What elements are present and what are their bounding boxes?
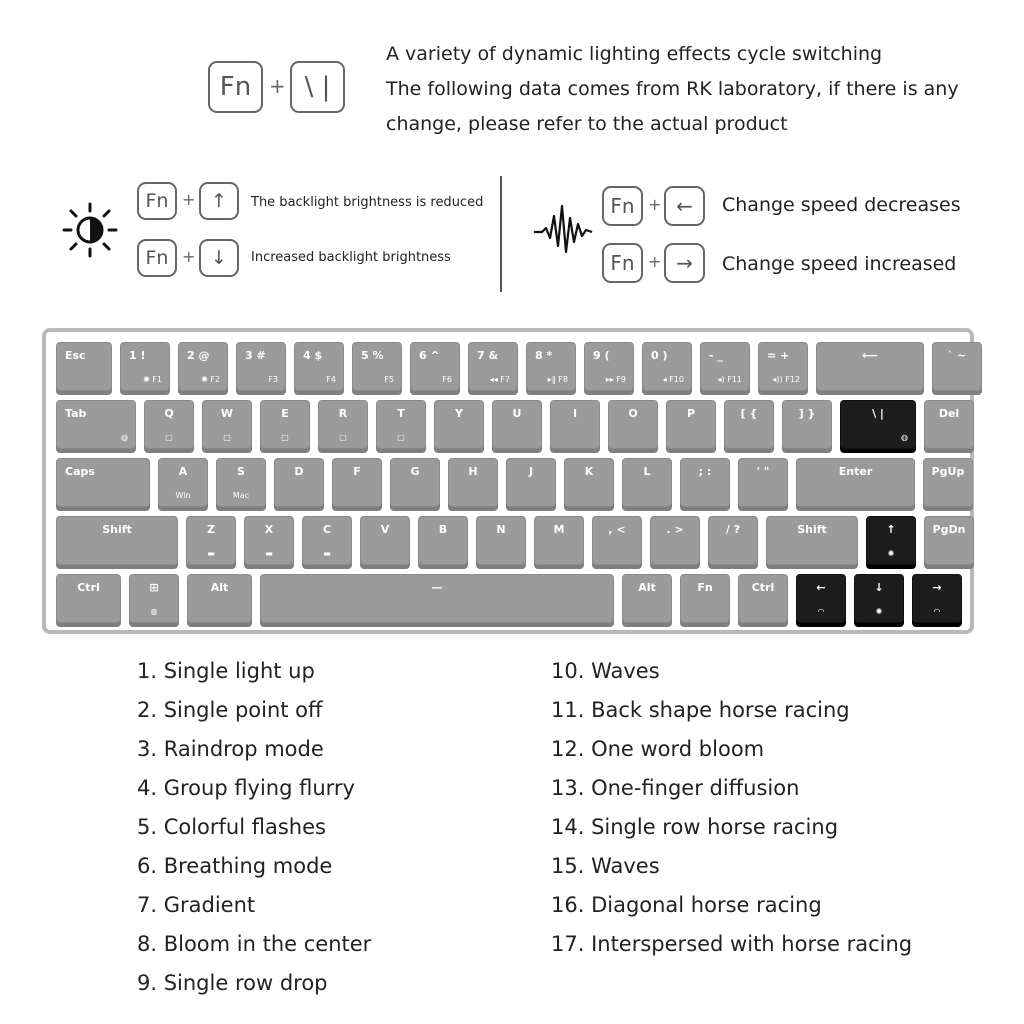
- key-legend: ◂ F10: [662, 375, 684, 384]
- key-legend: 1 !: [129, 349, 146, 362]
- fn-keycap-speed-down: Fn: [602, 186, 643, 226]
- key-legend: ↓: [874, 581, 884, 594]
- key-legend: ` ~: [947, 349, 967, 362]
- lighting-mode-item: 15. Waves: [551, 854, 660, 878]
- key-legend: 7 &: [477, 349, 499, 362]
- key-legend: ] }: [798, 407, 816, 420]
- key-legend: Y: [455, 407, 463, 420]
- lighting-mode-item: 1. Single light up: [137, 659, 315, 683]
- keyboard-key: [866, 516, 916, 565]
- key-legend: ▬: [265, 549, 273, 558]
- key-legend: 5 %: [361, 349, 384, 362]
- key-legend: ▸▸ F9: [605, 375, 626, 384]
- key-legend: Shift: [797, 523, 827, 536]
- keyboard-key: [352, 342, 402, 391]
- key-legend: ▢: [165, 433, 173, 442]
- key-legend: Mac: [232, 491, 250, 500]
- plus-sign: +: [182, 247, 196, 266]
- plus-sign: +: [648, 252, 662, 271]
- key-legend: F6: [442, 375, 452, 384]
- lighting-mode-item: 8. Bloom in the center: [137, 932, 372, 956]
- keyboard-key: [318, 400, 368, 449]
- arrow-right-keycap: →: [664, 243, 705, 283]
- key-legend: ◂)) F12: [772, 375, 800, 384]
- key-legend: ↑: [886, 523, 896, 536]
- keyboard-key: [738, 574, 788, 623]
- key-legend: ▢: [397, 433, 405, 442]
- keyboard-key: [642, 342, 692, 391]
- brightness-icon: [62, 202, 118, 258]
- keyboard-illustration: [42, 328, 974, 634]
- key-legend: Shift: [102, 523, 132, 536]
- keyboard-key: [294, 342, 344, 391]
- key-legend: = +: [767, 349, 790, 362]
- key-legend: / ?: [725, 523, 741, 536]
- key-legend: A: [178, 465, 188, 478]
- key-legend: ⊞: [149, 581, 159, 594]
- plus-sign: +: [269, 74, 286, 98]
- keyboard-key: [468, 342, 518, 391]
- keyboard-key: [260, 574, 614, 623]
- keyboard-key: [186, 516, 236, 565]
- key-legend: V: [380, 523, 390, 536]
- key-legend: Tab: [65, 407, 87, 420]
- keyboard-key: [854, 574, 904, 623]
- key-legend: Ctrl: [77, 581, 100, 594]
- key-legend: ◠: [933, 607, 941, 616]
- key-legend: Z: [207, 523, 215, 536]
- key-legend: PgUp: [931, 465, 965, 478]
- lighting-mode-item: 16. Diagonal horse racing: [551, 893, 822, 917]
- keyboard-key: [564, 458, 614, 507]
- arrow-up-keycap: ↑: [199, 182, 239, 220]
- keyboard-key: [120, 342, 170, 391]
- keyboard-key: [56, 458, 150, 507]
- lighting-mode-item: 13. One-finger diffusion: [551, 776, 800, 800]
- key-legend: —: [431, 581, 443, 594]
- key-legend: H: [468, 465, 478, 478]
- key-legend: [ {: [740, 407, 758, 420]
- waveform-icon: [532, 202, 594, 256]
- keyboard-key: [796, 574, 846, 623]
- keyboard-key: [476, 516, 526, 565]
- key-legend: E: [281, 407, 289, 420]
- fn-keycap-brightness-up: Fn: [137, 182, 177, 220]
- divider: [500, 176, 502, 292]
- key-legend: ◍: [901, 433, 908, 442]
- lighting-mode-item: 9. Single row drop: [137, 971, 328, 995]
- key-legend: ⟵: [862, 349, 878, 362]
- intro-line-2: The following data comes from RK laboratory, if there is any: [386, 78, 959, 100]
- key-legend: D: [294, 465, 304, 478]
- intro-line-3: change, please refer to the actual product: [386, 113, 788, 135]
- keyboard-key: [506, 458, 556, 507]
- key-legend: Alt: [638, 581, 656, 594]
- keyboard-key: [622, 574, 672, 623]
- key-legend: G: [410, 465, 420, 478]
- keyboard-key: [236, 342, 286, 391]
- key-legend: O: [628, 407, 638, 420]
- key-legend: ▢: [223, 433, 231, 442]
- key-legend: S: [237, 465, 245, 478]
- plus-sign: +: [648, 195, 662, 214]
- key-legend: ▢: [281, 433, 289, 442]
- keyboard-key: [390, 458, 440, 507]
- key-legend: U: [512, 407, 522, 420]
- key-legend: Q: [164, 407, 174, 420]
- keyboard-key: [666, 400, 716, 449]
- arrow-down-keycap: ↓: [199, 239, 239, 277]
- keyboard-key: [680, 458, 730, 507]
- key-legend: ; :: [698, 465, 712, 478]
- fn-keycap-brightness-down: Fn: [137, 239, 177, 277]
- key-legend: ✺: [875, 607, 883, 616]
- lighting-mode-item: 7. Gradient: [137, 893, 256, 917]
- brightness-increase-text: Increased backlight brightness: [251, 250, 451, 265]
- keyboard-key: [178, 342, 228, 391]
- keyboard-key: [584, 342, 634, 391]
- keyboard-key: [332, 458, 382, 507]
- keyboard-key: [816, 342, 924, 391]
- fn-keycap-speed-up: Fn: [602, 243, 643, 283]
- keyboard-key: [418, 516, 468, 565]
- arrow-left-keycap: ←: [664, 186, 705, 226]
- key-legend: 9 (: [593, 349, 610, 362]
- keyboard-key: [912, 574, 962, 623]
- keyboard-key: [360, 516, 410, 565]
- key-legend: ✺ F2: [201, 375, 220, 384]
- key-legend: Esc: [65, 349, 86, 362]
- key-legend: Enter: [838, 465, 873, 478]
- keyboard-key: [410, 342, 460, 391]
- keyboard-key: [448, 458, 498, 507]
- keyboard-key: [244, 516, 294, 565]
- key-legend: Alt: [210, 581, 229, 594]
- backslash-keycap: \ |: [290, 61, 345, 113]
- key-legend: W: [220, 407, 234, 420]
- key-legend: F5: [384, 375, 394, 384]
- keyboard-key: [924, 516, 974, 565]
- key-legend: 6 ^: [419, 349, 440, 362]
- keyboard-key: [56, 400, 136, 449]
- key-legend: 3 #: [245, 349, 266, 362]
- key-legend: F4: [326, 375, 336, 384]
- lighting-mode-item: 6. Breathing mode: [137, 854, 333, 878]
- lighting-mode-item: 10. Waves: [551, 659, 660, 683]
- keyboard-key: [782, 400, 832, 449]
- key-legend: Caps: [65, 465, 95, 478]
- intro-line-1: A variety of dynamic lighting effects cycle switching: [386, 43, 883, 65]
- keyboard-key: [187, 574, 252, 623]
- keyboard-key: [708, 516, 758, 565]
- key-legend: ' ": [756, 465, 770, 478]
- fn-keycap: Fn: [208, 61, 263, 113]
- lighting-mode-item: 17. Interspersed with horse racing: [551, 932, 913, 956]
- key-legend: Del: [938, 407, 960, 420]
- keyboard-key: [932, 342, 982, 391]
- keyboard-key: [129, 574, 179, 623]
- brightness-reduce-text: The backlight brightness is reduced: [251, 195, 484, 210]
- key-legend: ◂) F11: [717, 375, 742, 384]
- keyboard-key: [56, 574, 121, 623]
- keyboard-key: [923, 458, 973, 507]
- key-legend: M: [553, 523, 565, 536]
- key-legend: ◍: [121, 433, 128, 442]
- lighting-mode-item: 12. One word bloom: [551, 737, 765, 761]
- speed-decrease-text: Change speed decreases: [722, 194, 961, 216]
- key-legend: P: [686, 407, 696, 420]
- key-legend: ▬: [323, 549, 331, 558]
- key-legend: \ |: [872, 407, 884, 420]
- keyboard-key: [796, 458, 915, 507]
- key-legend: ▬: [207, 549, 215, 558]
- keyboard-key: [592, 516, 642, 565]
- key-legend: L: [643, 465, 651, 478]
- key-legend: ▢: [339, 433, 347, 442]
- key-legend: F: [353, 465, 361, 478]
- key-legend: ✺ F1: [143, 375, 162, 384]
- key-legend: N: [496, 523, 506, 536]
- key-legend: R: [338, 407, 348, 420]
- key-legend: Win: [175, 491, 191, 500]
- key-legend: PgDn: [932, 523, 966, 536]
- keyboard-key: [608, 400, 658, 449]
- key-legend: I: [572, 407, 578, 420]
- speed-increase-text: Change speed increased: [722, 253, 957, 275]
- keyboard-key: [840, 400, 916, 449]
- keyboard-key: [622, 458, 672, 507]
- keyboard-key: [766, 516, 858, 565]
- keyboard-key: [158, 458, 208, 507]
- keyboard-key: [700, 342, 750, 391]
- lighting-mode-item: 2. Single point off: [137, 698, 323, 722]
- plus-sign: +: [182, 190, 196, 209]
- key-legend: J: [528, 465, 534, 478]
- keyboard-key: [56, 342, 112, 391]
- lighting-mode-item: 5. Colorful flashes: [137, 815, 326, 839]
- key-legend: →: [932, 581, 942, 594]
- keyboard-key: [260, 400, 310, 449]
- lighting-mode-item: 4. Group flying flurry: [137, 776, 355, 800]
- keyboard-key: [738, 458, 788, 507]
- key-legend: 4 $: [303, 349, 323, 362]
- keyboard-key: [526, 342, 576, 391]
- lighting-mode-item: 11. Back shape horse racing: [551, 698, 850, 722]
- keyboard-key: [534, 516, 584, 565]
- key-legend: C: [322, 523, 332, 536]
- keyboard-key: [202, 400, 252, 449]
- keyboard-key: [550, 400, 600, 449]
- key-legend: Fn: [697, 581, 713, 594]
- keyboard-key: [216, 458, 266, 507]
- key-legend: T: [397, 407, 405, 420]
- key-legend: ←: [816, 581, 826, 594]
- keyboard-key: [680, 574, 730, 623]
- lighting-mode-item: 14. Single row horse racing: [551, 815, 839, 839]
- key-legend: ◍: [150, 607, 158, 616]
- key-legend: X: [264, 523, 274, 536]
- lighting-mode-item: 3. Raindrop mode: [137, 737, 324, 761]
- key-legend: F3: [268, 375, 278, 384]
- keyboard-key: [274, 458, 324, 507]
- key-legend: - _: [709, 349, 723, 362]
- key-legend: K: [584, 465, 594, 478]
- key-legend: ◠: [817, 607, 825, 616]
- key-legend: Ctrl: [751, 581, 775, 594]
- keyboard-key: [302, 516, 352, 565]
- key-legend: , <: [608, 523, 626, 536]
- keyboard-key: [56, 516, 178, 565]
- keyboard-key: [758, 342, 808, 391]
- key-legend: ◂◂ F7: [489, 375, 510, 384]
- key-legend: ✺: [887, 549, 895, 558]
- key-legend: 8 *: [535, 349, 553, 362]
- key-legend: 0 ): [651, 349, 668, 362]
- keyboard-key: [924, 400, 974, 449]
- keyboard-key: [144, 400, 194, 449]
- key-legend: ▸‖ F8: [547, 375, 568, 384]
- keyboard-key: [434, 400, 484, 449]
- key-legend: 2 @: [187, 349, 210, 362]
- key-legend: B: [438, 523, 448, 536]
- keyboard-key: [724, 400, 774, 449]
- keyboard-key: [650, 516, 700, 565]
- keyboard-key: [492, 400, 542, 449]
- key-legend: . >: [666, 523, 684, 536]
- keyboard-key: [376, 400, 426, 449]
